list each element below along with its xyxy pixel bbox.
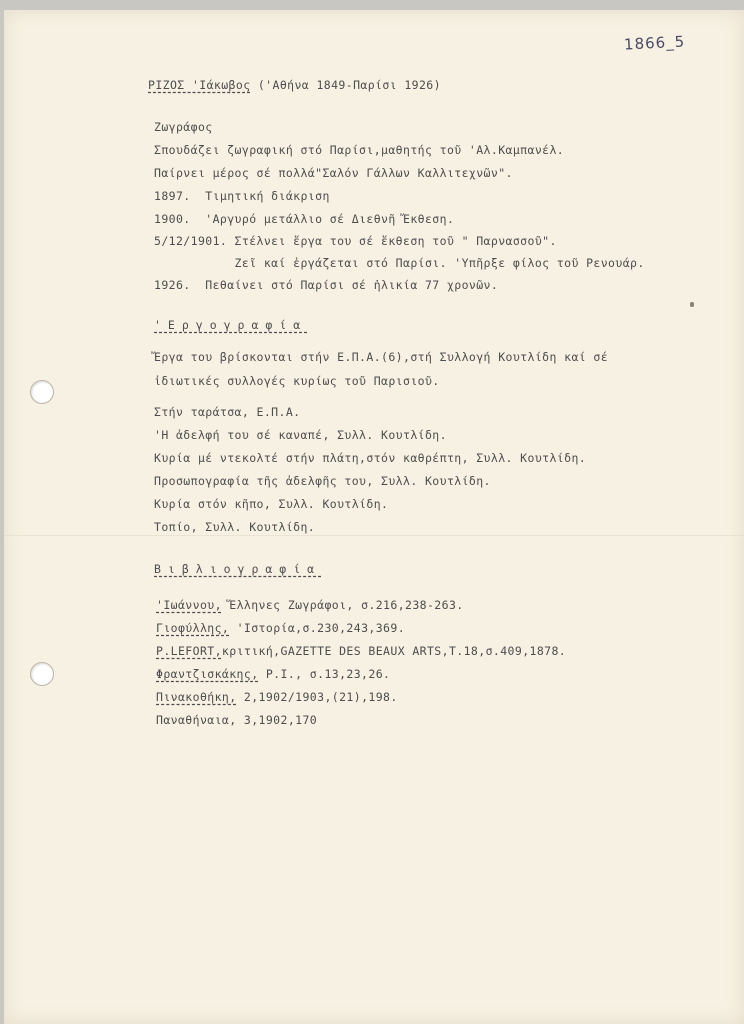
biblio-text: 'Ιστορία,σ.230,243,369. [229,621,406,635]
biblio-author: 'Ιωάννου, [156,598,222,612]
biblio-entry [156,690,398,704]
bio-line: Ζωγράφος [154,120,213,134]
works-line: ἰδιωτικές συλλογές κυρίως τοῦ Παρισιοῦ. [154,374,440,388]
punch-hole-bottom [30,662,54,686]
works-line: Κυρία μέ ντεκολτέ στήν πλάτη,στόν καθρέπτη, Συλλ. Κουτλίδη. [154,451,587,465]
biblio-entry [156,713,317,727]
fold-crease [4,535,744,537]
biblio-text: 2,1902/1903,(21),198. [236,690,398,704]
bio-line: 1926. Πεθαίνει στό Παρίσι σέ ἡλικία 77 χρονῶν. [154,278,499,292]
works-heading: 'Εργογραφία [154,318,308,332]
works-line: Στήν ταράτσα, Ε.Π.Α. [154,405,301,419]
artist-name: ΡΙΖΟΣ 'Ιάκωβος [148,78,251,92]
biblio-author: Πινακοθήκη, [156,690,237,704]
biblio-text: κριτική,GAZETTE DES BEAUX ARTS,T.18,σ.409,1878. [221,644,567,658]
works-line: Τοπίο, Συλλ. Κουτλίδη. [154,520,316,534]
bio-line: 1900. 'Αργυρό μετάλλιο σέ Διεθνῆ Ἔκθεση. [154,212,455,226]
header-line [148,78,441,92]
biblio-entry [156,644,566,658]
punch-hole-top [30,380,54,404]
biblio-entry [156,598,464,612]
works-line: 'Η ἀδελφή του σέ καναπέ, Συλλ. Κουτλίδη. [154,428,447,442]
artist-dates: ('Αθήνα 1849-Παρίσι 1926) [257,78,441,92]
bio-line: Ζεῖ καί ἐργάζεται στό Παρίσι. 'Υπῆρξε φίλος τοῦ Ρενουάρ. [154,256,645,270]
bio-line: Παίρνει μέρος σέ πολλά"Σαλόν Γάλλων Καλλιτεχνῶν". [154,166,513,180]
biblio-author: Φραντζισκάκης, [156,667,259,681]
works-line: Ἔργα του βρίσκονται στήν Ε.Π.Α.(6),στή Συλλογή Κουτλίδη καί σέ [154,350,609,364]
biblio-text: Παναθήναια, 3,1902,170 [156,713,318,727]
biblio-entry [156,621,405,635]
biblio-author: P.LEFORT, [156,644,222,658]
paper-mark [690,302,694,307]
works-line: Προσωπογραφία τῆς ἀδελφῆς του, Συλλ. Κουτλίδη. [154,474,491,488]
biblio-text: P.I., σ.13,23,26. [258,667,391,681]
works-line: Κυρία στόν κῆπο, Συλλ. Κουτλίδη. [154,497,389,511]
handwritten-reference: 1866_5 [623,32,686,54]
document-page [4,10,744,1024]
biblio-text: Ἕλληνες Ζωγράφοι, σ.216,238-263. [221,598,464,612]
biblio-author: Γιοφύλλης, [156,621,230,635]
bio-line: 5/12/1901. Στέλνει ἔργα του σέ ἔκθεση τοῦ " Παρνασσοῦ". [154,234,557,248]
bio-line: 1897. Τιμητική διάκριση [154,189,330,203]
bio-line: Σπουδάζει ζωγραφική στό Παρίσι,μαθητής τοῦ 'Αλ.Καμπανέλ. [154,143,565,157]
biblio-entry [156,667,390,681]
biblio-heading: Βιβλιογραφία [154,562,322,576]
